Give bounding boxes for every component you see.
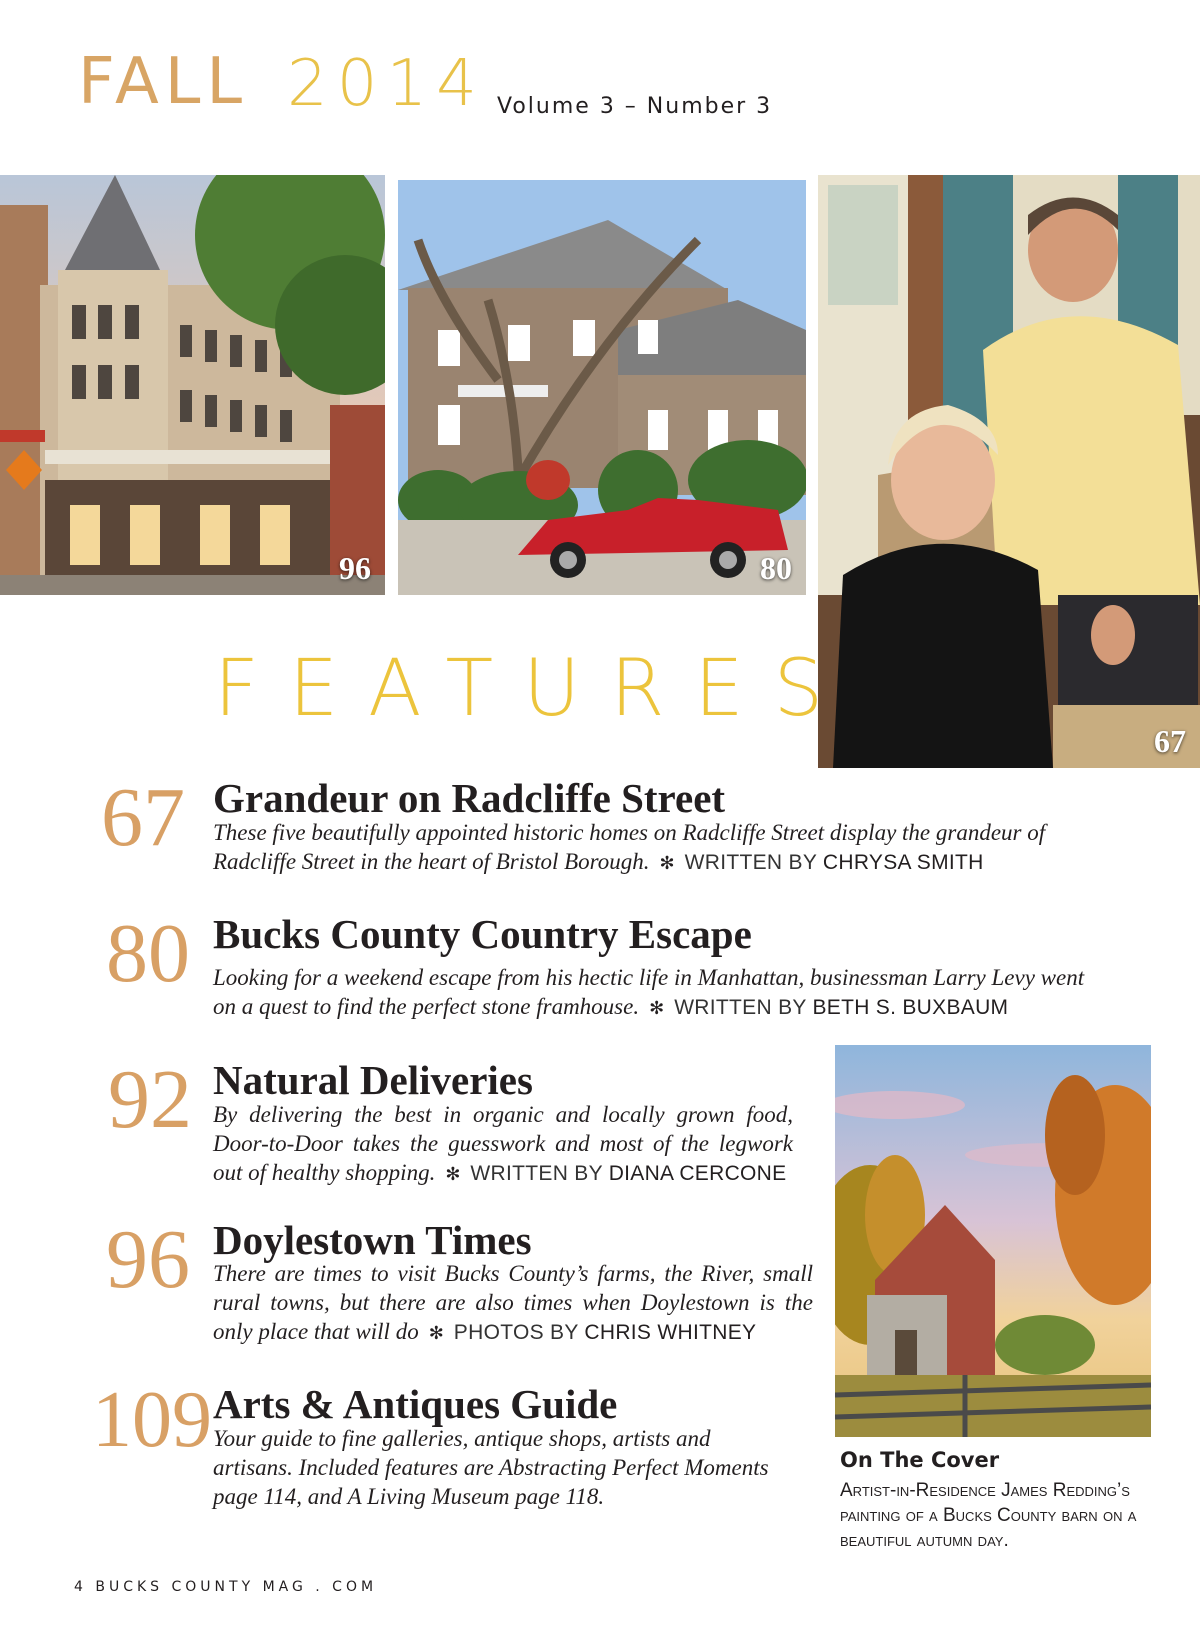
byline-label: WRITTEN BY bbox=[674, 996, 807, 1019]
feature-page-number: 80 bbox=[106, 907, 190, 1000]
photo-page-number: 67 bbox=[1154, 723, 1186, 759]
feature-byline bbox=[454, 1321, 757, 1344]
feature-page-number: 92 bbox=[108, 1053, 192, 1146]
asterisk-icon: ✻ bbox=[445, 1164, 461, 1185]
victorian-corner-building-photo[interactable] bbox=[0, 175, 385, 595]
feature-byline bbox=[685, 851, 984, 874]
feature-title[interactable]: Bucks County Country Escape bbox=[213, 911, 752, 957]
features-heading: FEATURES bbox=[214, 644, 854, 734]
feature-description-text: These five beautifully appointed historic homes on Radcliffe Street display the grandeur of Radcliffe Street in the heart of Bristol Borough. bbox=[213, 820, 1046, 874]
byline-name: DIANA CERCONE bbox=[608, 1162, 787, 1185]
asterisk-icon: ✻ bbox=[428, 1323, 444, 1344]
feature-description: Your guide to fine galleries, antique shops, artists and artisans. Included features are Abstracting Perfect Moments page 114, and A Living Museum page 118. bbox=[213, 1426, 769, 1509]
feature-byline bbox=[470, 1162, 786, 1185]
feature-description bbox=[213, 1100, 793, 1189]
stone-farmhouse-red-convertible-photo[interactable] bbox=[398, 180, 806, 595]
byline-name: CHRIS WHITNEY bbox=[584, 1321, 757, 1344]
feature-description bbox=[213, 1259, 813, 1348]
feature-description bbox=[213, 818, 1093, 878]
byline-label: WRITTEN BY bbox=[684, 851, 817, 874]
feature-byline bbox=[674, 996, 1008, 1019]
issue-volume: Volume 3 – Number 3 bbox=[497, 94, 773, 119]
feature-title[interactable]: Arts & Antiques Guide bbox=[213, 1381, 618, 1427]
issue-season: FALL bbox=[78, 45, 249, 119]
cover-caption-title: On The Cover bbox=[840, 1448, 1000, 1472]
couple-on-porch-photo[interactable] bbox=[818, 175, 1200, 768]
cover-caption-text: Artist-in-Residence James Redding’s painting of a Bucks County barn on a beautiful autumn day. bbox=[840, 1480, 1137, 1551]
feature-page-number: 67 bbox=[101, 771, 185, 864]
byline-label: WRITTEN BY bbox=[470, 1162, 603, 1185]
barn-painting-image[interactable] bbox=[835, 1045, 1151, 1437]
feature-page-number: 109 bbox=[92, 1376, 212, 1464]
photo-page-number: 80 bbox=[760, 550, 792, 586]
feature-description-text: Looking for a weekend escape from his hectic life in Manhattan, businessman Larry Levy went on a quest to find the perfect stone framhouse. bbox=[213, 965, 1085, 1019]
byline-name: CHRYSA SMITH bbox=[822, 851, 984, 874]
page-footer[interactable]: 4 BUCKS COUNTY MAG . COM bbox=[74, 1579, 378, 1595]
feature-description-text: There are times to visit Bucks County’s farms, the River, small rural towns, but there are also times when Doylestown is the only place that will do bbox=[213, 1261, 813, 1344]
feature-description-text: By delivering the best in organic and locally grown food, Door-to-Door takes the guesswork and most of the legwork out of healthy shopping. bbox=[213, 1102, 793, 1185]
feature-description bbox=[213, 963, 1093, 1023]
photo-page-number: 96 bbox=[339, 550, 371, 586]
asterisk-icon: ✻ bbox=[649, 998, 665, 1019]
feature-title[interactable]: Doylestown Times bbox=[213, 1217, 532, 1263]
feature-page-number: 96 bbox=[106, 1213, 190, 1306]
byline-label: PHOTOS BY bbox=[453, 1321, 579, 1344]
asterisk-icon: ✻ bbox=[659, 853, 675, 874]
feature-title[interactable]: Natural Deliveries bbox=[213, 1057, 533, 1103]
feature-title[interactable]: Grandeur on Radcliffe Street bbox=[213, 775, 726, 821]
issue-year: 2014 bbox=[287, 47, 486, 121]
byline-name: BETH S. BUXBAUM bbox=[812, 996, 1009, 1019]
